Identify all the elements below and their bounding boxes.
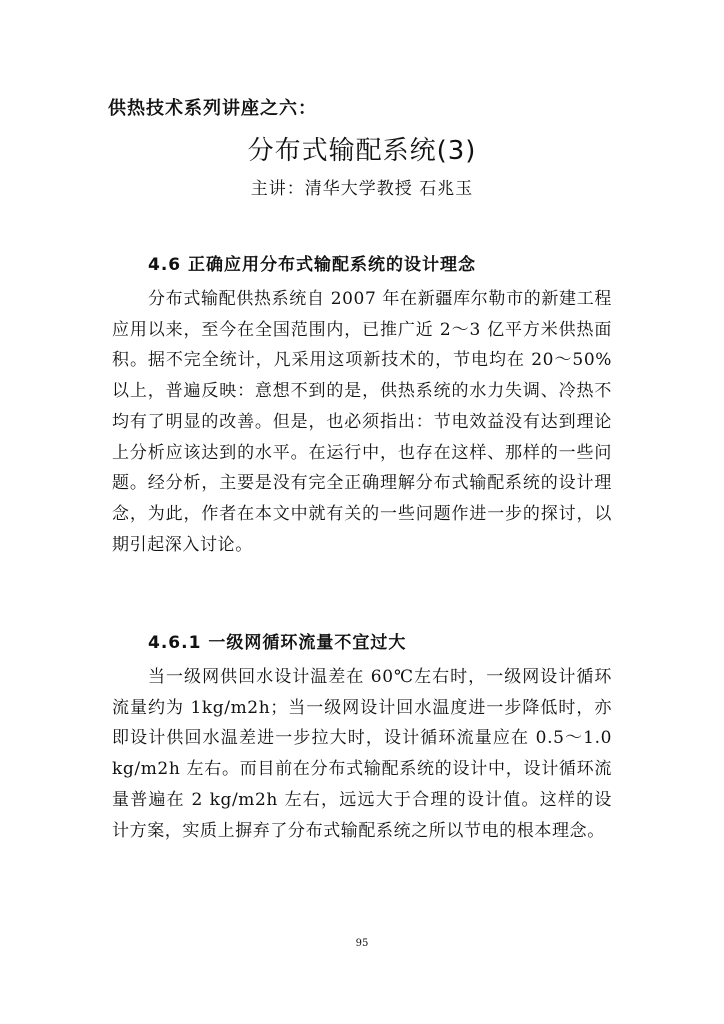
paragraph-4-6: 分布式输配供热系统自 2007 年在新疆库尔勒市的新建工程应用以来，至今在全国范围内，已推广近 2～3 亿平方米供热面积。据不完全统计，凡采用这项新技术的，节电均在 20～50%以上，普遍反映：意想不到的是，供热系统的水力失调、冷热不均有了明显的改善。但是，也必须指出：节电效益没有达到理论上分析应该达到的水平。在运行中，也存在这样、那样的一些问题。经分析，主要是没有完全正确理解分布式输配系统的设计理念，为此，作者在本文中就有关的一些问题作进一步的探讨，以期引起深入讨论。 xyxy=(112,289,612,555)
main-title: 分布式输配系统(3) xyxy=(247,136,477,166)
speaker-line: 主讲：清华大学教授 石兆玉 xyxy=(250,179,474,199)
page-number: 95 xyxy=(355,938,369,949)
section-heading-4-6: 4.6 正确应用分布式输配系统的设计理念 xyxy=(148,255,477,275)
section-heading-4-6-1: 4.6.1 一级网循环流量不宜过大 xyxy=(148,633,407,653)
series-title: 供热技术系列讲座之六： xyxy=(108,98,317,119)
paragraph-4-6-1: 当一级网供回水设计温差在 60℃左右时，一级网设计循环流量约为 1kg/m2h；当一级网设计回水温度进一步降低时，亦即设计供回水温差进一步拉大时，设计循环流量应在 0.5～1.0 kg/m2h 左右。而目前在分布式输配系统的设计中，设计循环流量普遍在 2 kg/m2h 左右，远远大于合理的设计值。这样的设计方案，实质上摒弃了分布式输配系统之所以节电的根本理念。 xyxy=(112,667,612,841)
